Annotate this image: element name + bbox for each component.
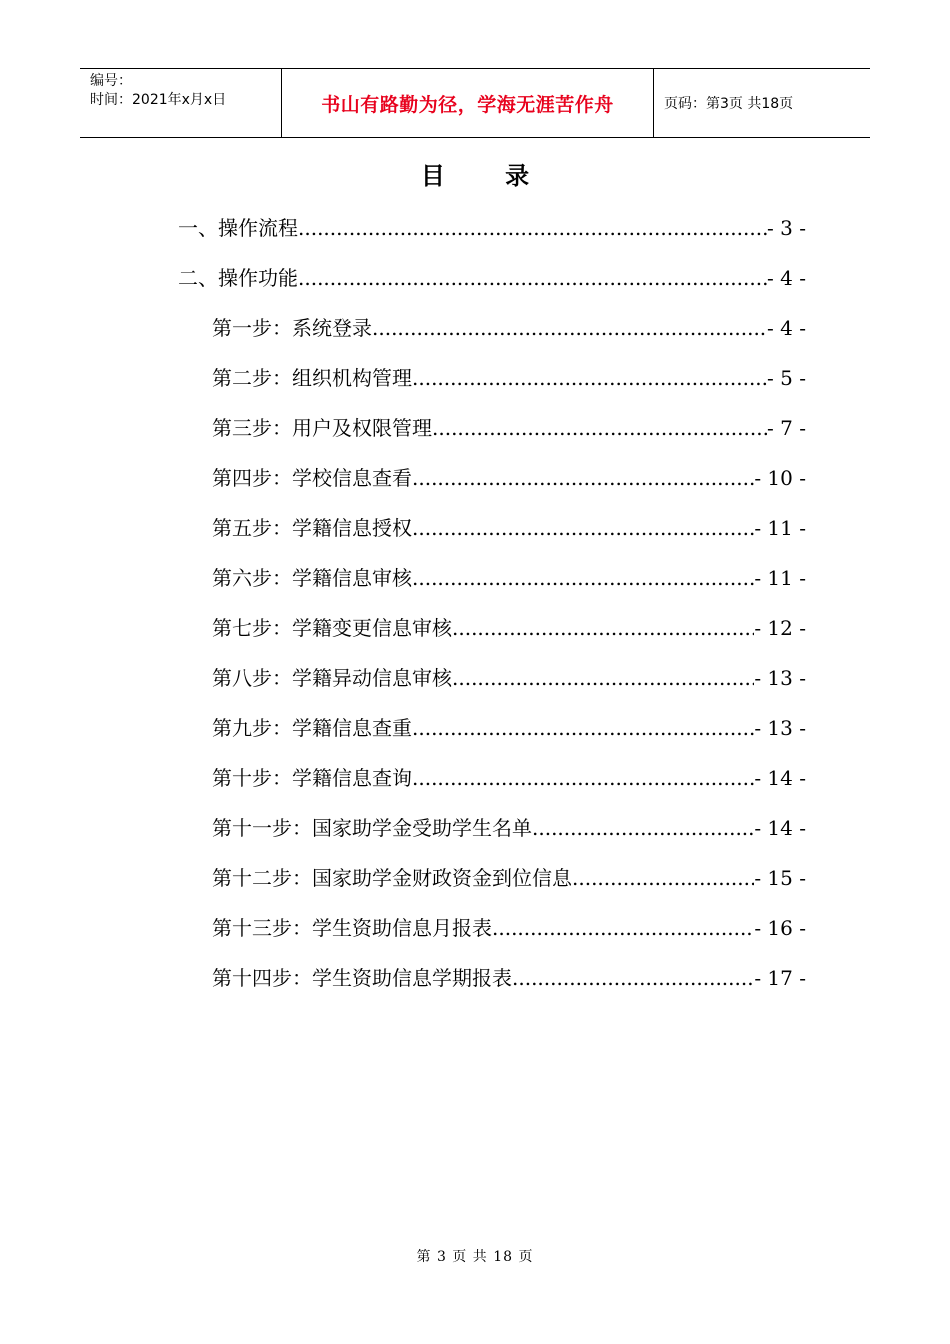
toc-leader-dots <box>412 466 754 490</box>
page-footer: 第 3 页 共 18 页 <box>416 1249 534 1265</box>
toc-entry-label: 第六步：学籍信息审核 <box>212 566 412 590</box>
toc-entry[interactable] <box>212 862 806 896</box>
toc-entry[interactable] <box>212 912 806 946</box>
toc-entry[interactable] <box>212 312 806 346</box>
toc-entry-page: - 13 - <box>754 666 806 690</box>
toc-entry-page: - 4 - <box>767 266 806 290</box>
toc-entry-page: - 13 - <box>754 716 806 740</box>
toc-entry[interactable] <box>212 712 806 746</box>
toc-entry-label: 第七步：学籍变更信息审核 <box>212 616 452 640</box>
toc-entry-label: 第四步：学校信息查看 <box>212 466 412 490</box>
toc-entry[interactable] <box>212 812 806 846</box>
toc-leader-dots <box>532 816 754 840</box>
page-info-text: 页码：第3页 共18页 <box>664 96 794 112</box>
toc-leader-dots <box>412 766 754 790</box>
toc-entry[interactable] <box>178 212 806 246</box>
toc-entry-number: 二、 <box>178 266 218 290</box>
toc-entry-label: 第十步：学籍信息查询 <box>212 766 412 790</box>
toc-entry-page: - 14 - <box>754 766 806 790</box>
toc-entry[interactable] <box>212 962 806 996</box>
toc-entry-page: - 11 - <box>754 516 806 540</box>
toc-entry[interactable] <box>212 762 806 796</box>
header-meta <box>80 69 281 137</box>
toc-entry-page: - 7 - <box>767 416 806 440</box>
toc-entry[interactable] <box>212 562 806 596</box>
toc-entry[interactable] <box>212 412 806 446</box>
toc-entry-label: 第八步：学籍异动信息审核 <box>212 666 452 690</box>
time-label: 时间：2021年x月x日 <box>90 92 227 108</box>
toc-leader-dots <box>412 366 767 390</box>
toc-entry[interactable] <box>212 512 806 546</box>
toc-entry-label: 第二步：组织机构管理 <box>212 366 412 390</box>
toc-entry-page: - 12 - <box>754 616 806 640</box>
toc-entry-label: 操作功能 <box>218 266 298 290</box>
toc-entry-label: 第一步：系统登录 <box>212 316 372 340</box>
header-page-info <box>654 69 870 137</box>
toc-leader-dots <box>512 966 754 990</box>
toc-entry-page: - 16 - <box>754 916 806 940</box>
toc-entry-label: 第九步：学籍信息查重 <box>212 716 412 740</box>
toc-leader-dots <box>492 916 754 940</box>
toc-leader-dots <box>412 516 754 540</box>
toc-entry-page: - 4 - <box>767 316 806 340</box>
motto-text: 书山有路勤为径，学海无涯苦作舟 <box>321 93 614 116</box>
toc-entry-page: - 14 - <box>754 816 806 840</box>
toc-entry[interactable] <box>212 362 806 396</box>
toc-entry-page: - 15 - <box>754 866 806 890</box>
toc-entry-label: 第十一步：国家助学金受助学生名单 <box>212 816 532 840</box>
toc-entry-label: 第三步：用户及权限管理 <box>212 416 432 440</box>
toc-entry-label: 第五步：学籍信息授权 <box>212 516 412 540</box>
header-table <box>80 68 870 138</box>
toc-leader-dots <box>412 566 754 590</box>
toc-leader-dots <box>452 666 754 690</box>
toc-entry-label: 第十二步：国家助学金财政资金到位信息 <box>212 866 572 890</box>
toc-leader-dots <box>412 716 754 740</box>
toc-entry-page: - 17 - <box>754 966 806 990</box>
toc-leader-dots <box>372 316 767 340</box>
toc-entry[interactable] <box>212 462 806 496</box>
toc-leader-dots <box>298 266 767 290</box>
toc-leader-dots <box>432 416 767 440</box>
toc-entry-page: - 11 - <box>754 566 806 590</box>
toc-entry-page: - 10 - <box>754 466 806 490</box>
toc-entry-number: 一、 <box>178 216 218 240</box>
toc-entry-page: - 5 - <box>767 366 806 390</box>
toc-entry[interactable] <box>212 662 806 696</box>
code-label: 编号： <box>90 73 132 89</box>
toc-entry-page: - 3 - <box>767 216 806 240</box>
toc-entry[interactable] <box>178 262 806 296</box>
toc-entry[interactable] <box>212 612 806 646</box>
toc-leader-dots <box>452 616 754 640</box>
toc-leader-dots <box>572 866 754 890</box>
toc-entry-label: 第十三步：学生资助信息月报表 <box>212 916 492 940</box>
toc-entry-label: 操作流程 <box>218 216 298 240</box>
header-motto-cell <box>281 69 654 137</box>
toc-leader-dots <box>298 216 767 240</box>
toc-title: 目 录 <box>420 162 556 190</box>
toc-entry-label: 第十四步：学生资助信息学期报表 <box>212 966 512 990</box>
